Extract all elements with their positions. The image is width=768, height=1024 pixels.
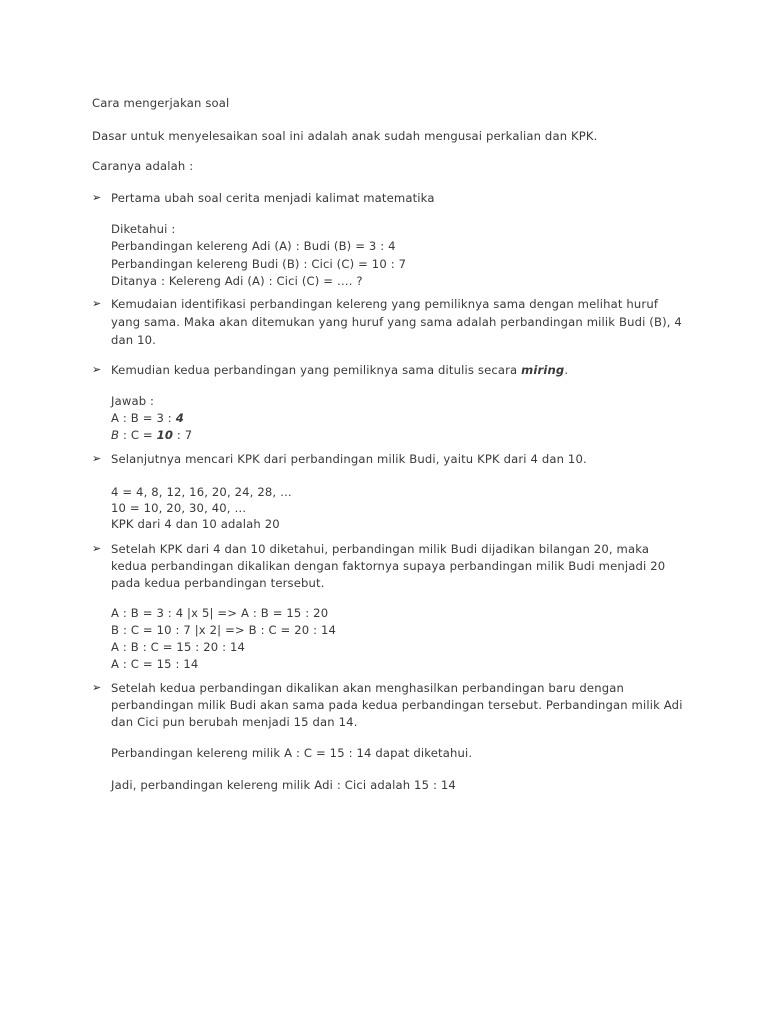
diketahui-label: Diketahui : <box>111 222 176 236</box>
known-ratio-1: Perbandingan kelereng Adi (A) : Budi (B) = 3 : 4 <box>111 239 396 253</box>
jawab-2-emphasis: 10 <box>156 428 174 442</box>
ditanya-line: Ditanya : Kelereng Adi (A) : Cici (C) = …. ? <box>111 274 363 288</box>
jawab-2-text: : C = <box>119 428 157 442</box>
step-4: Selanjutnya mencari KPK dari perbandingan milik Budi, yaitu KPK dari 4 dan 10. <box>111 452 587 466</box>
jawab-2-end: : 7 <box>173 428 193 442</box>
step-6-line: dan Cici pun berubah menjadi 15 dan 14. <box>111 715 358 729</box>
step-5-line: pada kedua perbandingan tersebut. <box>111 576 325 590</box>
step-3-emphasis: miring <box>521 363 565 377</box>
jawab-1-emphasis: 4 <box>175 411 184 425</box>
step-6-line: Setelah kedua perbandingan dikalikan akan menghasilkan perbandingan baru dengan <box>111 681 624 695</box>
calc-line: A : C = 15 : 14 <box>111 657 199 671</box>
heading: Cara mengerjakan soal <box>92 96 230 110</box>
jawab-label: Jawab : <box>111 394 155 408</box>
jawab-line-2 <box>111 427 192 443</box>
intro-text: Dasar untuk menyelesaikan soal ini adalah anak sudah mengusai perkalian dan KPK. <box>92 129 598 143</box>
kpk-line: 10 = 10, 20, 30, 40, … <box>111 501 247 515</box>
caranya-text: Caranya adalah : <box>92 159 194 173</box>
step-3-text: Kemudian kedua perbandingan yang pemiliknya sama ditulis secara <box>111 363 522 377</box>
step-5-line: Setelah KPK dari 4 dan 10 diketahui, perbandingan milik Budi dijadikan bilangan 20, maka <box>111 542 650 556</box>
bullet-arrow-icon: ➢ <box>92 452 102 465</box>
step-2-line: dan 10. <box>111 333 156 347</box>
bullet-arrow-icon: ➢ <box>92 191 102 204</box>
step-2-line: yang sama. Maka akan ditemukan yang huruf yang sama adalah perbandingan milik Budi (B), 4 <box>111 315 682 329</box>
jawab-line-1 <box>111 410 184 426</box>
kpk-line: KPK dari 4 dan 10 adalah 20 <box>111 517 280 531</box>
step-2-line: Kemudaian identifikasi perbandingan kelereng yang pemiliknya sama dengan melihat huruf <box>111 297 659 311</box>
kpk-line: 4 = 4, 8, 12, 16, 20, 24, 28, … <box>111 485 292 499</box>
bullet-arrow-icon: ➢ <box>92 681 102 694</box>
step-3 <box>111 362 568 378</box>
bullet-arrow-icon: ➢ <box>92 542 102 555</box>
calc-line: A : B : C = 15 : 20 : 14 <box>111 640 246 654</box>
step-6-line: perbandingan milik Budi akan sama pada kedua perbandingan tersebut. Perbandingan milik Adi <box>111 698 683 712</box>
calc-line: B : C = 10 : 7 |x 2| => B : C = 20 : 14 <box>111 623 337 637</box>
conclusion-line: Jadi, perbandingan kelereng milik Adi : Cici adalah 15 : 14 <box>111 778 456 792</box>
step-5-line: kedua perbandingan dikalikan dengan faktornya supaya perbandingan milik Budi menjadi 20 <box>111 559 666 573</box>
bullet-arrow-icon: ➢ <box>92 297 102 310</box>
jawab-1-text: A : B = 3 : <box>111 411 176 425</box>
bullet-arrow-icon: ➢ <box>92 363 102 376</box>
result-line: Perbandingan kelereng milik A : C = 15 : 14 dapat diketahui. <box>111 746 473 760</box>
step-1: Pertama ubah soal cerita menjadi kalimat matematika <box>111 191 435 205</box>
jawab-2-letter: B <box>111 428 120 442</box>
calc-line: A : B = 3 : 4 |x 5| => A : B = 15 : 20 <box>111 606 329 620</box>
step-3-end: . <box>564 363 569 377</box>
known-ratio-2: Perbandingan kelereng Budi (B) : Cici (C) = 10 : 7 <box>111 257 407 271</box>
